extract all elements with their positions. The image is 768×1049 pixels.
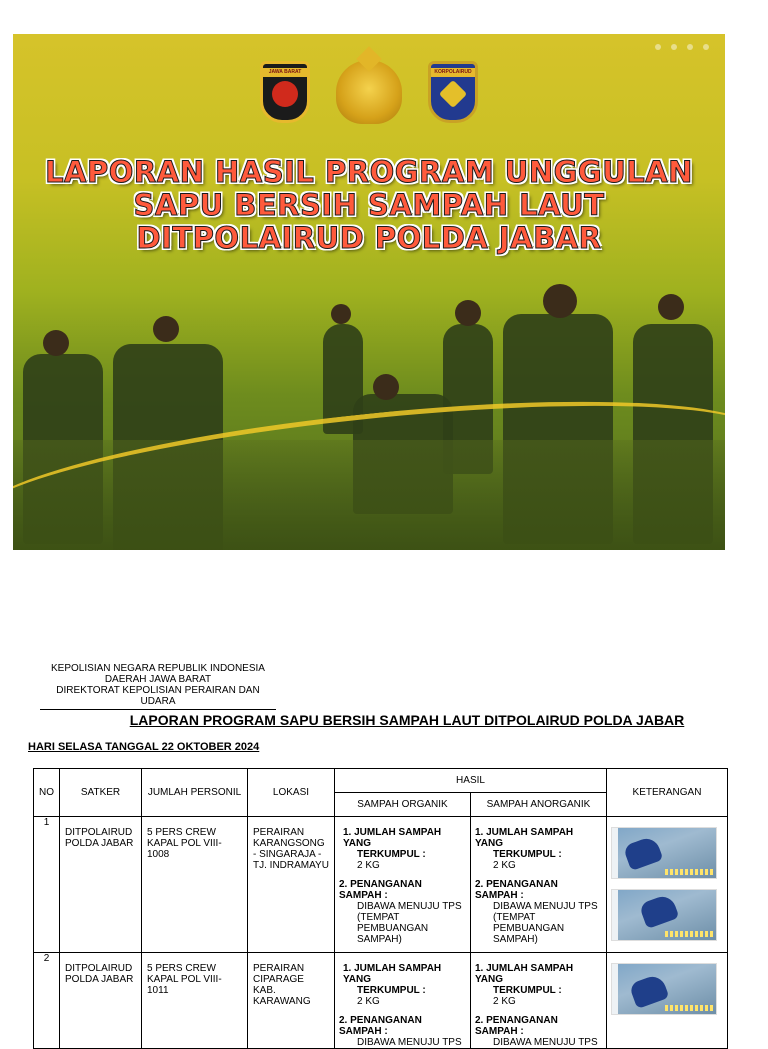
cover-banner: [13, 34, 725, 550]
header-no: NO: [34, 769, 60, 817]
organik-item1-label: 1. JUMLAH SAMPAH YANG: [343, 827, 442, 849]
banner-title-line-3: DITPOLAIRUD POLDA JABAR: [136, 221, 602, 255]
letterhead-rule: [40, 709, 276, 710]
anorganik-item1-label: 1. JUMLAH SAMPAH YANG: [475, 963, 574, 985]
polda-logo-text: JAWA BARAT: [263, 68, 307, 77]
logo-row: [13, 60, 725, 124]
banner-dots: [655, 44, 709, 50]
anorganik-item1-value: 2 KG: [493, 996, 516, 1007]
organik-item1-value: 2 KG: [357, 860, 380, 871]
korpolairud-logo: [428, 61, 478, 123]
letterhead-line-2: DAERAH JAWA BARAT: [104, 674, 212, 685]
anorganik-detail: [471, 953, 606, 1048]
report-table: [33, 768, 728, 1049]
row-personil: 5 PERS CREW KAPAL POL VIII-1008: [147, 827, 222, 860]
anorganik-item1-label2: TERKUMPUL :: [493, 985, 562, 996]
organik-item1-label2: TERKUMPUL :: [357, 849, 426, 860]
documentation-photo: [611, 889, 717, 941]
anorganik-item2-value: DIBAWA MENUJU TPS: [493, 1037, 598, 1048]
organik-detail: [335, 953, 470, 1048]
letterhead-line-1: KEPOLISIAN NEGARA REPUBLIK INDONESIA: [51, 663, 265, 674]
documentation-photo: [611, 963, 717, 1015]
table-row: [34, 817, 728, 953]
header-keterangan: KETERANGAN: [607, 769, 728, 817]
row-no: 2: [34, 953, 60, 1049]
row-lokasi: PERAIRAN KARANGSONG - SINGARAJA - TJ. INDRAMAYU: [253, 827, 329, 871]
banner-title-line-2: SAPU BERSIH SAMPAH LAUT: [133, 188, 605, 222]
cleanup-photo: [13, 264, 725, 550]
report-date: HARI SELASA TANGGAL 22 OKTOBER 2024: [28, 741, 260, 753]
polri-emblem-logo: [336, 60, 402, 124]
anorganik-item2-value: DIBAWA MENUJU TPS (TEMPAT PEMBUANGAN SAMPAH): [493, 901, 598, 945]
anorganik-item2-label: 2. PENANGANAN SAMPAH :: [475, 1015, 558, 1037]
letterhead: [40, 663, 276, 710]
anorganik-detail: [471, 817, 606, 945]
korpolairud-logo-text: KORPOLAIRUD: [431, 68, 475, 77]
anorganik-item1-label2: TERKUMPUL :: [493, 849, 562, 860]
header-hasil: HASIL: [335, 769, 607, 793]
header-sampah-organik: SAMPAH ORGANIK: [335, 793, 471, 817]
header-jumlah-personil: JUMLAH PERSONIL: [142, 769, 248, 817]
header-lokasi: LOKASI: [248, 769, 335, 817]
organik-item2-label: 2. PENANGANAN SAMPAH :: [339, 879, 422, 901]
row-no: 1: [34, 817, 60, 953]
anorganik-item1-value: 2 KG: [493, 860, 516, 871]
organik-item1-label: 1. JUMLAH SAMPAH YANG: [343, 963, 442, 985]
organik-item2-label: 2. PENANGANAN SAMPAH :: [339, 1015, 422, 1037]
organik-detail: [335, 817, 470, 945]
documentation-photo: [611, 827, 717, 879]
organik-item2-value: DIBAWA MENUJU TPS (TEMPAT PEMBUANGAN SAMPAH): [357, 901, 462, 945]
row-lokasi: PERAIRAN CIPARAGE KAB. KARAWANG: [253, 963, 311, 1007]
header-satker: SATKER: [60, 769, 142, 817]
document-title: [0, 712, 768, 728]
row-satker: DITPOLAIRUD POLDA JABAR: [65, 963, 134, 985]
row-personil: 5 PERS CREW KAPAL POL VIII-1011: [147, 963, 222, 996]
letterhead-line-3: DIREKTORAT KEPOLISIAN PERAIRAN DAN UDARA: [56, 685, 260, 707]
polda-jabar-logo: [260, 61, 310, 123]
banner-title-line-1: LAPORAN HASIL PROGRAM UNGGULAN: [45, 155, 693, 189]
organik-item1-label2: TERKUMPUL :: [357, 985, 426, 996]
organik-item2-value: DIBAWA MENUJU TPS: [357, 1037, 462, 1048]
document-title-text: LAPORAN PROGRAM SAPU BERSIH SAMPAH LAUT DITPOLAIRUD POLDA JABAR: [129, 712, 685, 728]
organik-item1-value: 2 KG: [357, 996, 380, 1007]
banner-title: [13, 156, 725, 255]
table-row: [34, 953, 728, 1049]
anorganik-item2-label: 2. PENANGANAN SAMPAH :: [475, 879, 558, 901]
anorganik-item1-label: 1. JUMLAH SAMPAH YANG: [475, 827, 574, 849]
row-satker: DITPOLAIRUD POLDA JABAR: [65, 827, 134, 849]
header-sampah-anorganik: SAMPAH ANORGANIK: [471, 793, 607, 817]
